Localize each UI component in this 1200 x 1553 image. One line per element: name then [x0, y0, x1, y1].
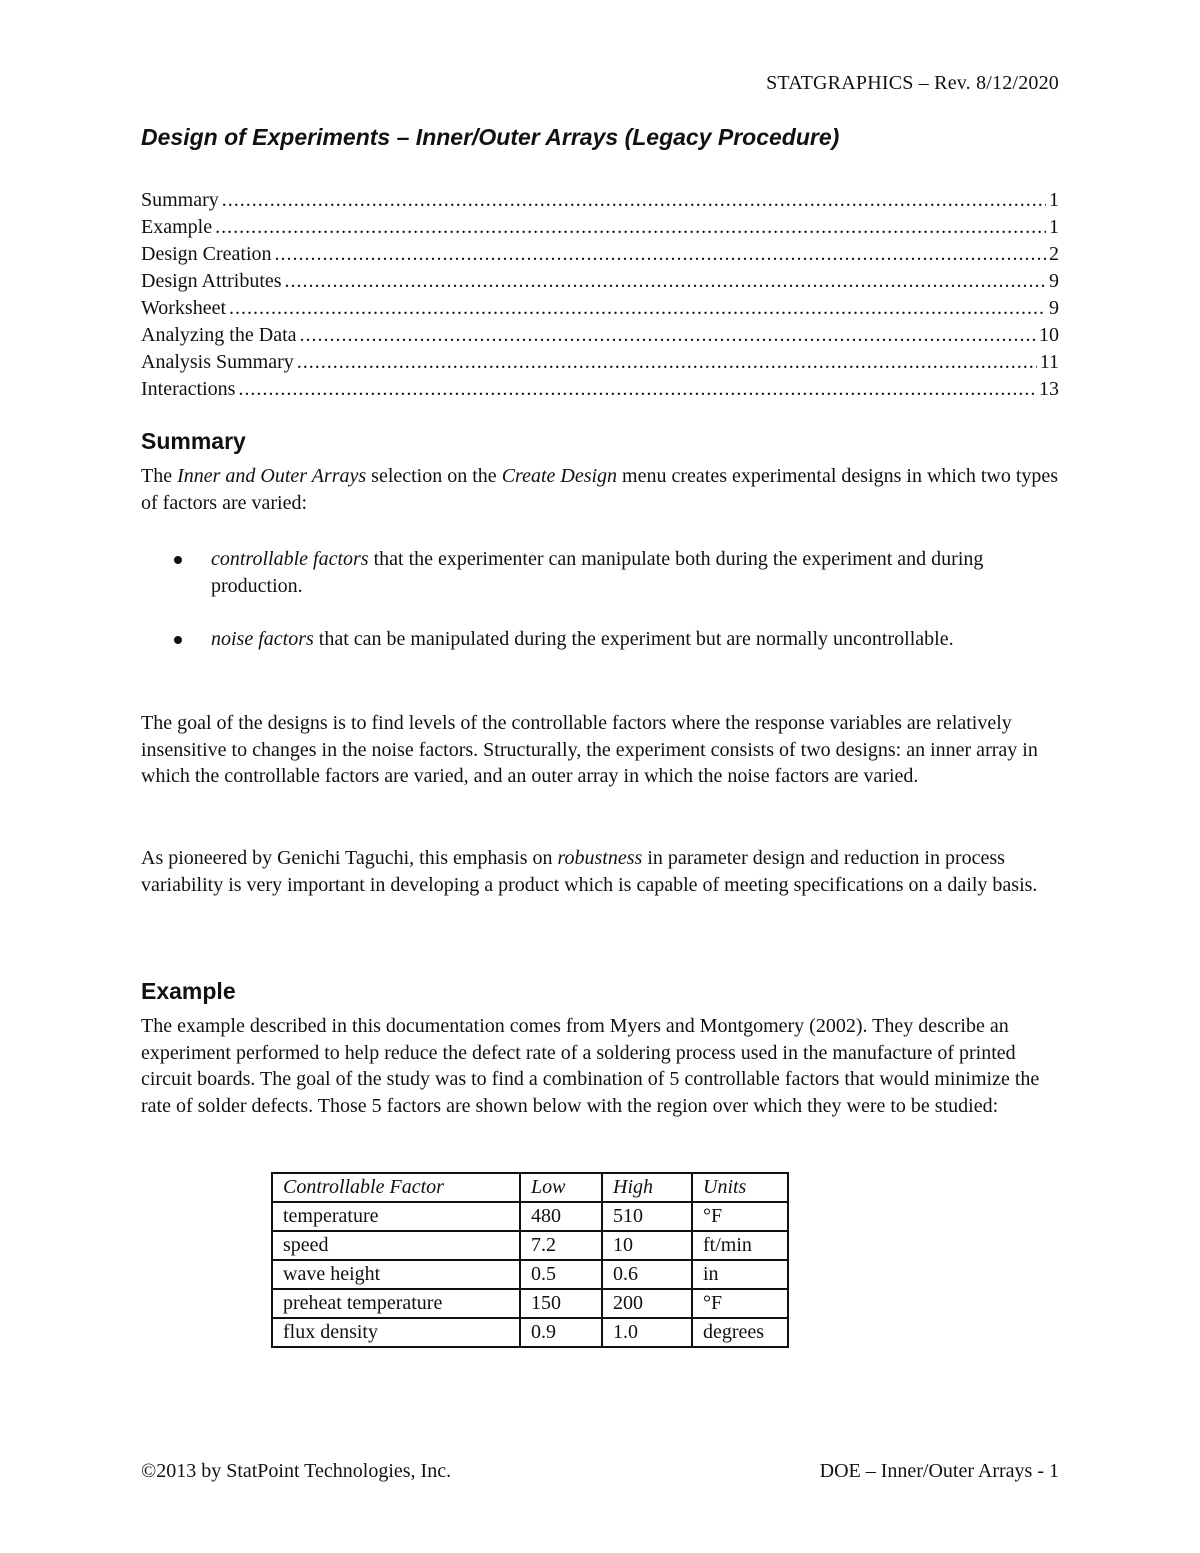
italic-term: robustness	[557, 847, 643, 869]
text-run: selection on the	[366, 465, 502, 487]
column-header: Low	[520, 1173, 602, 1202]
table-of-contents	[141, 187, 1059, 403]
toc-entry-design-creation[interactable]	[141, 241, 1059, 268]
table-cell: degrees	[692, 1318, 788, 1347]
toc-label: Design Creation	[141, 243, 272, 265]
column-header: Units	[692, 1173, 788, 1202]
table-cell: preheat temperature	[272, 1289, 520, 1318]
summary-robustness-paragraph	[141, 845, 1061, 898]
toc-entry-analyzing-the-data[interactable]	[141, 322, 1059, 349]
summary-heading: Summary	[141, 428, 246, 454]
toc-leader-dots	[215, 214, 1046, 241]
table-cell: 7.2	[520, 1231, 602, 1260]
toc-entry-design-attributes[interactable]	[141, 268, 1059, 295]
toc-page-number: 2	[1049, 243, 1059, 265]
factor-types-list	[141, 546, 1061, 653]
table-header-row	[272, 1173, 788, 1202]
toc-entry-interactions[interactable]	[141, 376, 1059, 403]
toc-label: Worksheet	[141, 297, 227, 319]
toc-entry-worksheet[interactable]	[141, 295, 1059, 322]
table-cell: 0.9	[520, 1318, 602, 1347]
toc-leader-dots	[238, 376, 1036, 403]
footer-page-label: DOE – Inner/Outer Arrays - 1	[819, 1460, 1059, 1482]
toc-page-number: 11	[1039, 351, 1059, 373]
example-heading: Example	[141, 978, 236, 1004]
toc-leader-dots	[275, 241, 1046, 268]
bullet-icon	[174, 636, 182, 644]
table-cell: 0.5	[520, 1260, 602, 1289]
document-title: Design of Experiments – Inner/Outer Arrays (Legacy Procedure)	[141, 124, 840, 150]
toc-page-number: 9	[1049, 270, 1059, 292]
toc-leader-dots	[300, 322, 1037, 349]
table-row	[272, 1318, 788, 1347]
text-run: menu creates experimental designs in which two types of factors are varied:	[141, 465, 1059, 514]
table-cell: wave height	[272, 1260, 520, 1289]
list-item	[141, 626, 1061, 653]
controllable-factors-table	[271, 1172, 789, 1348]
toc-label: Summary	[141, 189, 219, 211]
bullet-icon	[174, 556, 182, 564]
table-cell: ft/min	[692, 1231, 788, 1260]
table-row	[272, 1202, 788, 1231]
toc-page-number: 13	[1039, 378, 1059, 400]
summary-intro-paragraph	[141, 463, 1061, 516]
text-run: that the experimenter can manipulate both during the experiment and during production.	[211, 548, 984, 597]
text-run: As pioneered by Genichi Taguchi, this emphasis on	[141, 847, 558, 869]
column-header: High	[602, 1173, 692, 1202]
toc-label: Interactions	[141, 378, 236, 400]
table-cell: 480	[520, 1202, 602, 1231]
running-header: STATGRAPHICS – Rev. 8/12/2020	[766, 72, 1059, 94]
table-row	[272, 1231, 788, 1260]
table-cell: 150	[520, 1289, 602, 1318]
table-cell: 1.0	[602, 1318, 692, 1347]
column-header: Controllable Factor	[272, 1173, 520, 1202]
text-run: that can be manipulated during the experiment but are normally uncontrollable.	[313, 628, 954, 650]
italic-term: controllable factors	[211, 548, 369, 570]
italic-term: Inner and Outer Arrays	[177, 465, 367, 487]
table-cell: in	[692, 1260, 788, 1289]
toc-leader-dots	[297, 349, 1037, 376]
toc-entry-summary[interactable]	[141, 187, 1059, 214]
text-run: The	[141, 465, 178, 487]
toc-leader-dots	[285, 268, 1046, 295]
table-cell: °F	[692, 1289, 788, 1318]
example-paragraph: The example described in this documentation comes from Myers and Montgomery (2002). They describe an experiment performed to help reduce the defect rate of a soldering process used in the manufacture of printed circuit boards. The goal of the study was to find a combination of 5 controllable factors that would minimize the rate of solder defects. Those 5 factors are shown below with the region over which they were to be studied:	[141, 1015, 1040, 1117]
table-cell: 10	[602, 1231, 692, 1260]
summary-goal-paragraph: The goal of the designs is to find levels of the controllable factors where the response variables are relatively insensitive to changes in the noise factors. Structurally, the experiment consists of two designs: an inner array in which the controllable factors are varied, and an outer array in which the noise factors are varied.	[141, 712, 1038, 787]
table-cell: °F	[692, 1202, 788, 1231]
table-cell: temperature	[272, 1202, 520, 1231]
table-row	[272, 1260, 788, 1289]
table-cell: 510	[602, 1202, 692, 1231]
toc-page-number: 10	[1039, 324, 1059, 346]
table-row	[272, 1289, 788, 1318]
toc-page-number: 1	[1049, 216, 1059, 238]
table-cell: speed	[272, 1231, 520, 1260]
table-cell: flux density	[272, 1318, 520, 1347]
toc-entry-analysis-summary[interactable]	[141, 349, 1059, 376]
italic-term: Create Design	[501, 465, 618, 487]
toc-label: Design Attributes	[141, 270, 282, 292]
toc-label: Example	[141, 216, 213, 238]
table-cell: 0.6	[602, 1260, 692, 1289]
toc-leader-dots	[229, 295, 1046, 322]
footer-copyright: ©2013 by StatPoint Technologies, Inc.	[141, 1460, 452, 1482]
list-item	[141, 546, 1061, 599]
toc-entry-example[interactable]	[141, 214, 1059, 241]
text-run: in parameter design and reduction in process variability is very important in developing a product which is capable of meeting specifications on a daily basis.	[141, 847, 1038, 896]
table-cell: 200	[602, 1289, 692, 1318]
toc-label: Analysis Summary	[141, 351, 294, 373]
toc-page-number: 1	[1049, 189, 1059, 211]
italic-term: noise factors	[211, 628, 314, 650]
toc-page-number: 9	[1049, 297, 1059, 319]
toc-label: Analyzing the Data	[141, 324, 297, 346]
toc-leader-dots	[222, 187, 1046, 214]
